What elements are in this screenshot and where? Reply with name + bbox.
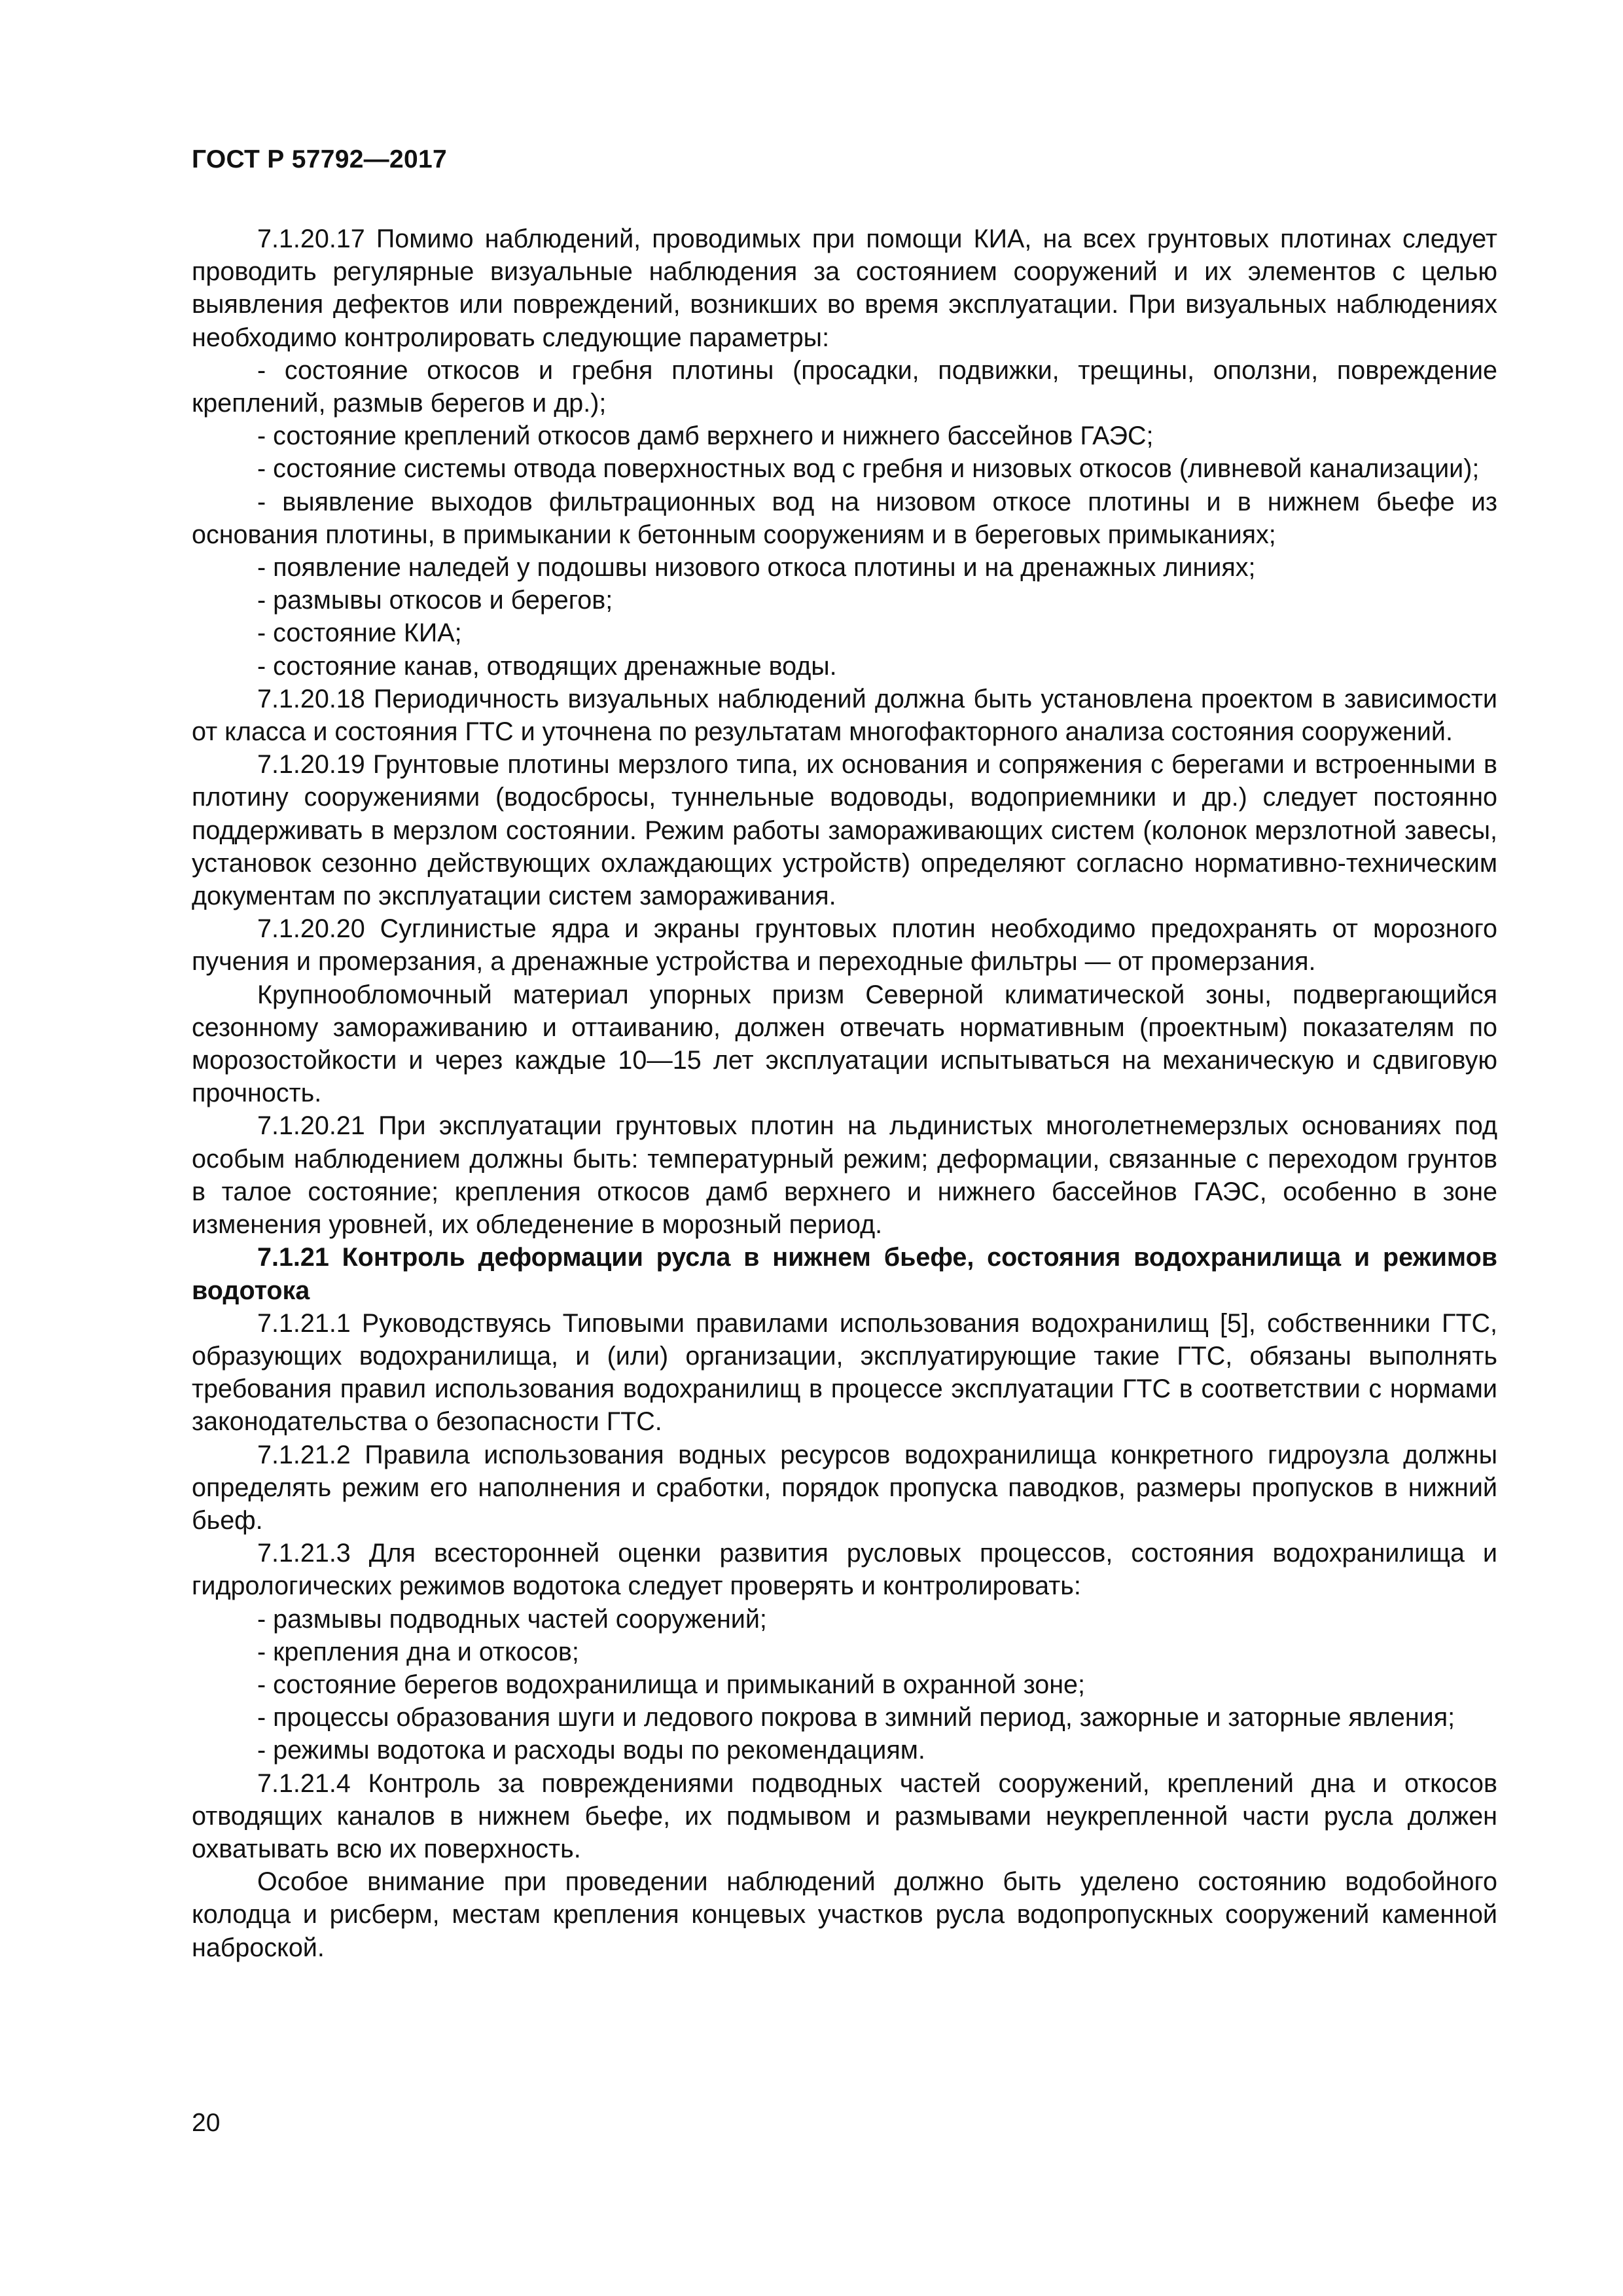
- paragraph: - состояние канав, отводящих дренажные воды.: [257, 651, 837, 681]
- paragraph: - состояние откосов и гребня плотины (просадки, подвижки, трещины, оползни, повреждение креплений, размыв берегов и др.);: [192, 355, 1497, 418]
- paragraph: - состояние КИА;: [257, 619, 462, 648]
- paragraph: - состояние берегов водохранилища и примыканий в охранной зоне;: [257, 1670, 1085, 1699]
- section-heading: 7.1.21 Контроль деформации русла в нижнем бьефе, состояния водохранилища и режимов водотока: [192, 1243, 1497, 1305]
- paragraph: - крепления дна и откосов;: [257, 1637, 579, 1666]
- paragraph: - состояние системы отвода поверхностных вод с гребня и низовых откосов (ливневой канализации);: [257, 454, 1480, 484]
- paragraph: 7.1.21.3 Для всесторонней оценки развития русловых процессов, состояния водохранилища и гидрологических режимов водотока следует проверять и контролировать:: [192, 1539, 1497, 1601]
- paragraph: - состояние креплений откосов дамб верхнего и нижнего бассейнов ГАЭС;: [257, 422, 1154, 451]
- paragraph: 7.1.21.2 Правила использования водных ресурсов водохранилища конкретного гидроузла должны определять режим его наполнения и сработки, порядок пропуска паводков, размеры пропусков в нижний бьеф.: [192, 1440, 1497, 1535]
- paragraph: - размывы откосов и берегов;: [257, 586, 613, 615]
- paragraph: Крупнообломочный материал упорных призм Северной климатической зоны, подвергающийся сезонному замораживанию и оттаиванию, должен отвечать нормативным (проектным) показателям по морозостойкости и через каждые 10—15 лет эксплуатации испытываться на механическую и сдвиговую прочность.: [192, 980, 1497, 1108]
- page-number: 20: [192, 2109, 221, 2137]
- paragraph: 7.1.21.4 Контроль за повреждениями подводных частей сооружений, креплений дна и откосов отводящих каналов в нижнем бьефе, их подмывом и размывами неукрепленной части русла должен охватывать всю их поверхность.: [192, 1768, 1497, 1863]
- document-header: ГОСТ Р 57792—2017: [192, 145, 447, 173]
- paragraph: 7.1.20.19 Грунтовые плотины мерзлого типа, их основания и сопряжения с берегами и встроенными в плотину сооружениями (водосбросы, туннельные водоводы, водоприемники и др.) следует постоянно поддерживать в мерзлом состоянии. Режим работы замораживающих систем (колонок мерзлотной завесы, установок сезонно действующих охлаждающих устройств) определяют согласно нормативно-техническим документам по эксплуатации систем замораживания.: [192, 750, 1497, 911]
- paragraph: - процессы образования шуги и ледового покрова в зимний период, зажорные и заторные явления;: [257, 1703, 1455, 1732]
- paragraph: - появление наледей у подошвы низового откоса плотины и на дренажных линиях;: [257, 553, 1256, 583]
- document-body: [192, 223, 1497, 1964]
- paragraph: - режимы водотока и расходы воды по рекомендациям.: [257, 1736, 925, 1765]
- paragraph: 7.1.20.18 Периодичность визуальных наблюдений должна быть установлена проектом в зависимости от класса и состояния ГТС и уточнена по результатам многофакторного анализа состояния сооружений.: [192, 684, 1497, 747]
- paragraph: 7.1.20.17 Помимо наблюдений, проводимых при помощи КИА, на всех грунтовых плотинах следует проводить регулярные визуальные наблюдения за состоянием сооружений и их элементов с целью выявления дефектов или повреждений, возникших во время эксплуатации. При визуальных наблюдениях необходимо контролировать следующие параметры:: [192, 224, 1497, 352]
- paragraph: 7.1.20.20 Суглинистые ядра и экраны грунтовых плотин необходимо предохранять от морозного пучения и промерзания, а дренажные устройства и переходные фильтры — от промерзания.: [192, 914, 1497, 977]
- paragraph: Особое внимание при проведении наблюдений должно быть уделено состоянию водобойного колодца и рисберм, местам крепления концевых участков русла водопропускных сооружений каменной наброской.: [192, 1867, 1497, 1962]
- paragraph: 7.1.20.21 При эксплуатации грунтовых плотин на льдинистых многолетнемерзлых основаниях под особым наблюдением должны быть: температурный режим; деформации, связанные с переходом грунтов в талое состояние; крепления откосов дамб верхнего и нижнего бассейнов ГАЭС, особенно в зоне изменения уровней, их обледенение в морозный период.: [192, 1111, 1497, 1240]
- paragraph: - выявление выходов фильтрационных вод на низовом откосе плотины и в нижнем бьефе из основания плотины, в примыкании к бетонным сооружениям и в береговых примыканиях;: [192, 487, 1497, 549]
- paragraph: - размывы подводных частей сооружений;: [257, 1604, 767, 1634]
- paragraph: 7.1.21.1 Руководствуясь Типовыми правилами использования водохранилищ [5], собственники ГТС, образующих водохранилища, и (или) организации, эксплуатирующие такие ГТС, обязаны выполнять требования правил использования водохранилищ в процессе эксплуатации ГТС в соответствии с нормами законодательства о безопасности ГТС.: [192, 1308, 1497, 1437]
